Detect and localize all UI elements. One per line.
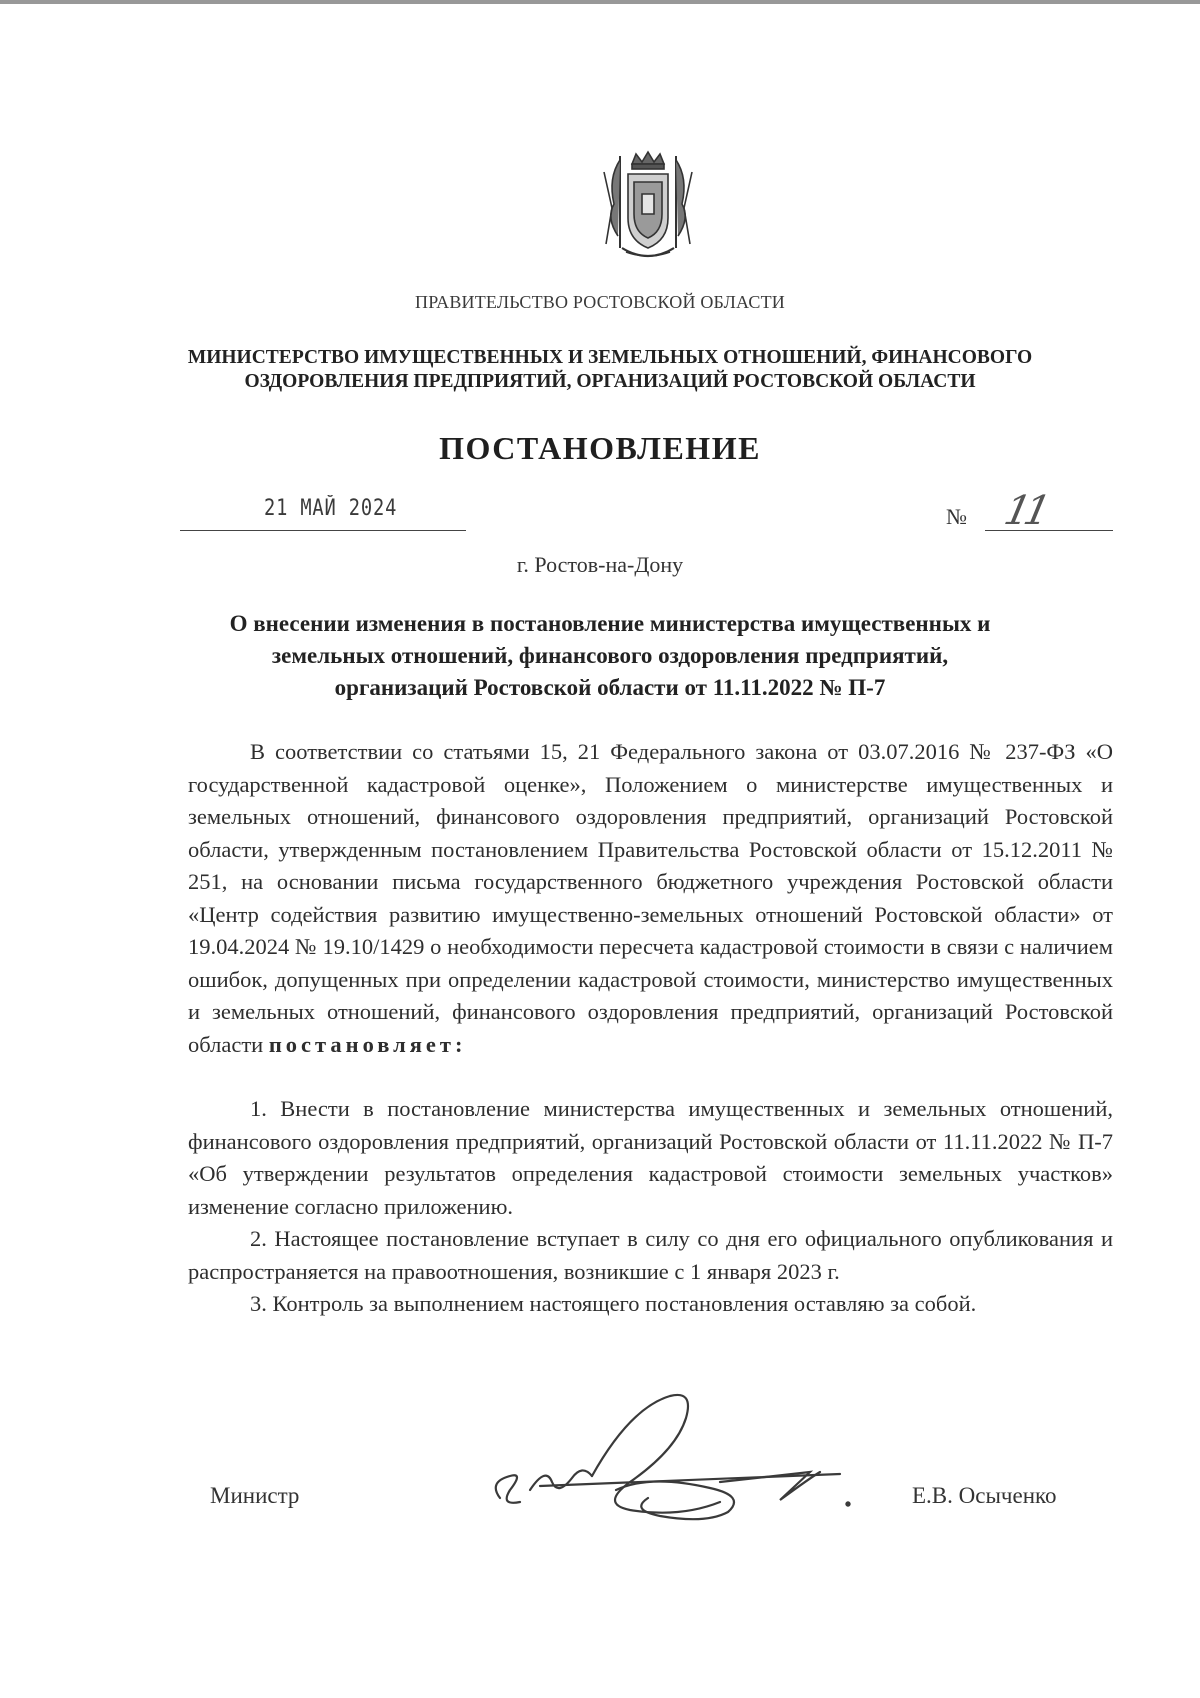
handwritten-signature: [480, 1378, 870, 1528]
subject-line: О внесении изменения в постановление министерства имущественных и: [229, 611, 991, 636]
subject-line: земельных отношений, финансового оздоровления предприятий,: [271, 643, 949, 668]
ministry-name-line: ОЗДОРОВЛЕНИЯ ПРЕДПРИЯТИЙ, ОРГАНИЗАЦИЙ РОСТОВСКОЙ ОБЛАСТИ: [244, 371, 976, 392]
city: г. Ростов-на-Дону: [516, 552, 684, 577]
signer-name: Е.В. Осыченко: [912, 1483, 1057, 1508]
date-underline: [180, 530, 466, 531]
item-paragraph: 1. Внести в постановление министерства имущественных и земельных отношений, финансового оздоровления предприятий, организаций Ростовской области от 11.11.2022 № П-7 «Об утверждении результатов определения кадастровой стоимости земельных участков» изменение согласно приложению.: [188, 1096, 1113, 1219]
item-paragraph: 3. Контроль за выполнением настоящего постановления оставляю за собой.: [250, 1291, 977, 1316]
document-number: 11: [1000, 488, 1049, 534]
document-subject: [150, 608, 1070, 704]
number-underline: [985, 530, 1113, 531]
preamble-text: В соответствии со статьями 15, 21 Федерального закона от 03.07.2016 № 237-ФЗ «О государственной кадастровой оценке», Положением о министерстве имущественных и земельных отношений, финансового оздоровления предприятий, организаций Ростовской области, утвержденным постановлением Правительства Ростовской области от 15.12.2011 № 251, на основании письма государственного бюджетного учреждения Ростовской области «Центр содействия развитию имущественно-земельных отношений Ростовской области» от 19.04.2024 № 19.10/1429 о необходимости пересчета кадастровой стоимости в связи с наличием ошибок, допущенных при определении кадастровой стоимости, министерство имущественных и земельных отношений, финансового оздоровления предприятий, организаций Ростовской области: [188, 739, 1113, 1057]
document-body: [188, 736, 1113, 1321]
coat-of-arms-emblem: [592, 148, 704, 264]
document-type-title: ПОСТАНОВЛЕНИЕ: [439, 430, 761, 466]
scan-edge: [0, 0, 1200, 4]
ministry-name: [150, 346, 1070, 394]
decree-word: постановляет:: [268, 1031, 467, 1057]
item-paragraph: 2. Настоящее постановление вступает в силу со дня его официального опубликования и распространяется на правоотношения, возникшие с 1 января 2023 г.: [188, 1226, 1113, 1284]
preamble-paragraph: [188, 736, 1113, 1061]
document-date-stamp: 21 МАЙ 2024: [264, 496, 398, 521]
signer-role: Министр: [210, 1483, 300, 1508]
ministry-name-line: МИНИСТЕРСТВО ИМУЩЕСТВЕННЫХ И ЗЕМЕЛЬНЫХ ОТНОШЕНИЙ, ФИНАНСОВОГО: [187, 347, 1033, 368]
number-label: №: [946, 504, 967, 529]
subject-line: организаций Ростовской области от 11.11.2022 № П-7: [334, 675, 886, 700]
government-name: ПРАВИТЕЛЬСТВО РОСТОВСКОЙ ОБЛАСТИ: [415, 292, 785, 312]
